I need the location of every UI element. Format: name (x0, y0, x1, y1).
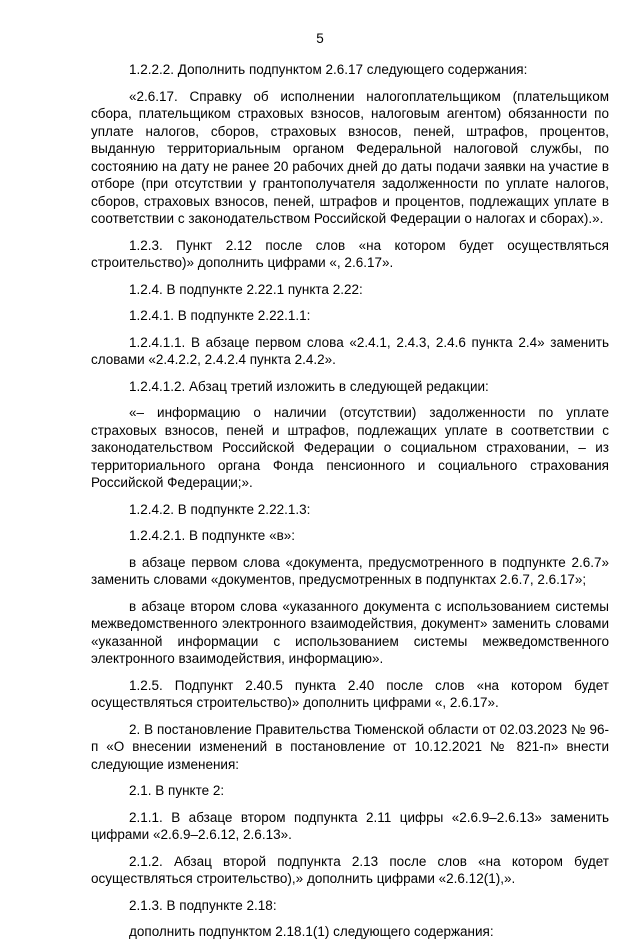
document-body (91, 61, 609, 950)
paragraph: 1.2.5. Подпункт 2.40.5 пункта 2.40 после слов «на котором будет осуществляться строительство)» дополнить цифрами «, 2.6.17». (91, 677, 609, 710)
paragraph: 1.2.4.1.2. Абзац третий изложить в следующей редакции: (129, 378, 489, 394)
paragraph: дополнить подпунктом 2.18.1(1) следующего содержания: (129, 924, 494, 939)
paragraph: 2.1. В пункте 2: (129, 783, 225, 798)
paragraph: 1.2.4.1. В подпункте 2.22.1.1: (129, 308, 311, 323)
paragraph: 2.1.2. Абзац второй подпункта 2.13 после слов «на котором будет осуществляться строительство),» дополнить цифрами «2.6.12(1),». (91, 853, 609, 886)
paragraph: в абзаце первом слова «документа, предусмотренного в подпункте 2.6.7» заменить словами «документов, предусмотренных в подпунктах 2.6.7, 2.6.17»; (91, 554, 609, 587)
page-number: 5 (316, 31, 324, 46)
paragraph: 2.1.1. В абзаце втором подпункта 2.11 цифры «2.6.9–2.6.13» заменить цифрами «2.6.9–2.6.12, 2.6.13». (91, 809, 609, 842)
paragraph: 1.2.4.2. В подпункте 2.22.1.3: (129, 501, 311, 517)
paragraph: 2. В постановление Правительства Тюменской области от 02.03.2023 № 96-п «О внесении изменений в постановление от 10.12.2021 № 821-п» внести следующие изменения: (91, 721, 609, 772)
paragraph: в абзаце втором слова «указанного документа с использованием системы межведомственного электронного взаимодействия, документ» заменить словами «указанной информации с использованием системы межведомственного электронного взаимодействия, информацию». (91, 598, 609, 666)
paragraph: «– информацию о наличии (отсутствии) задолженности по уплате страховых взносов, пеней и штрафов, подлежащих уплате в соответствии с законодательством Российской Федерации о социальном страховании, – из территориального органа Фонда пенсионного и социального страхования Российской Федерации;». (91, 405, 609, 490)
paragraph: 1.2.4.2.1. В подпункте «в»: (129, 528, 296, 543)
paragraph: 1.2.4. В подпункте 2.22.1 пункта 2.22: (129, 281, 363, 297)
paragraph: 1.2.2.2. Дополнить подпунктом 2.6.17 следующего содержания: (129, 62, 528, 77)
paragraph: 1.2.4.1.1. В абзаце первом слова «2.4.1, 2.4.3, 2.4.6 пункта 2.4» заменить словами «2.4.2.2, 2.4.2.4 пункта 2.4.2». (91, 334, 609, 367)
paragraph: «2.6.17. Справку об исполнении налогоплательщиком (плательщиком сбора, плательщиком страховых взносов, налоговым агентом) обязанности по уплате налогов, сборов, страховых взносов, пеней, штрафов, процентов, выданную территориальным органом Федеральной налоговой службы, по состоянию на дату не ранее 20 рабочих дней до даты подачи заявки на участие в отборе (при отсутствии у грантополучателя задолженности по уплате налогов, сборов, страховых взносов, пеней, штрафов и процентов, подлежащих уплате в соответствии с законодательством Российской Федерации о налогах и сборах).». (91, 88, 609, 226)
paragraph: 2.1.3. В подпункте 2.18: (129, 897, 277, 913)
paragraph: 1.2.3. Пункт 2.12 после слов «на котором будет осуществляться строительство)» дополнить цифрами «, 2.6.17». (91, 237, 609, 270)
